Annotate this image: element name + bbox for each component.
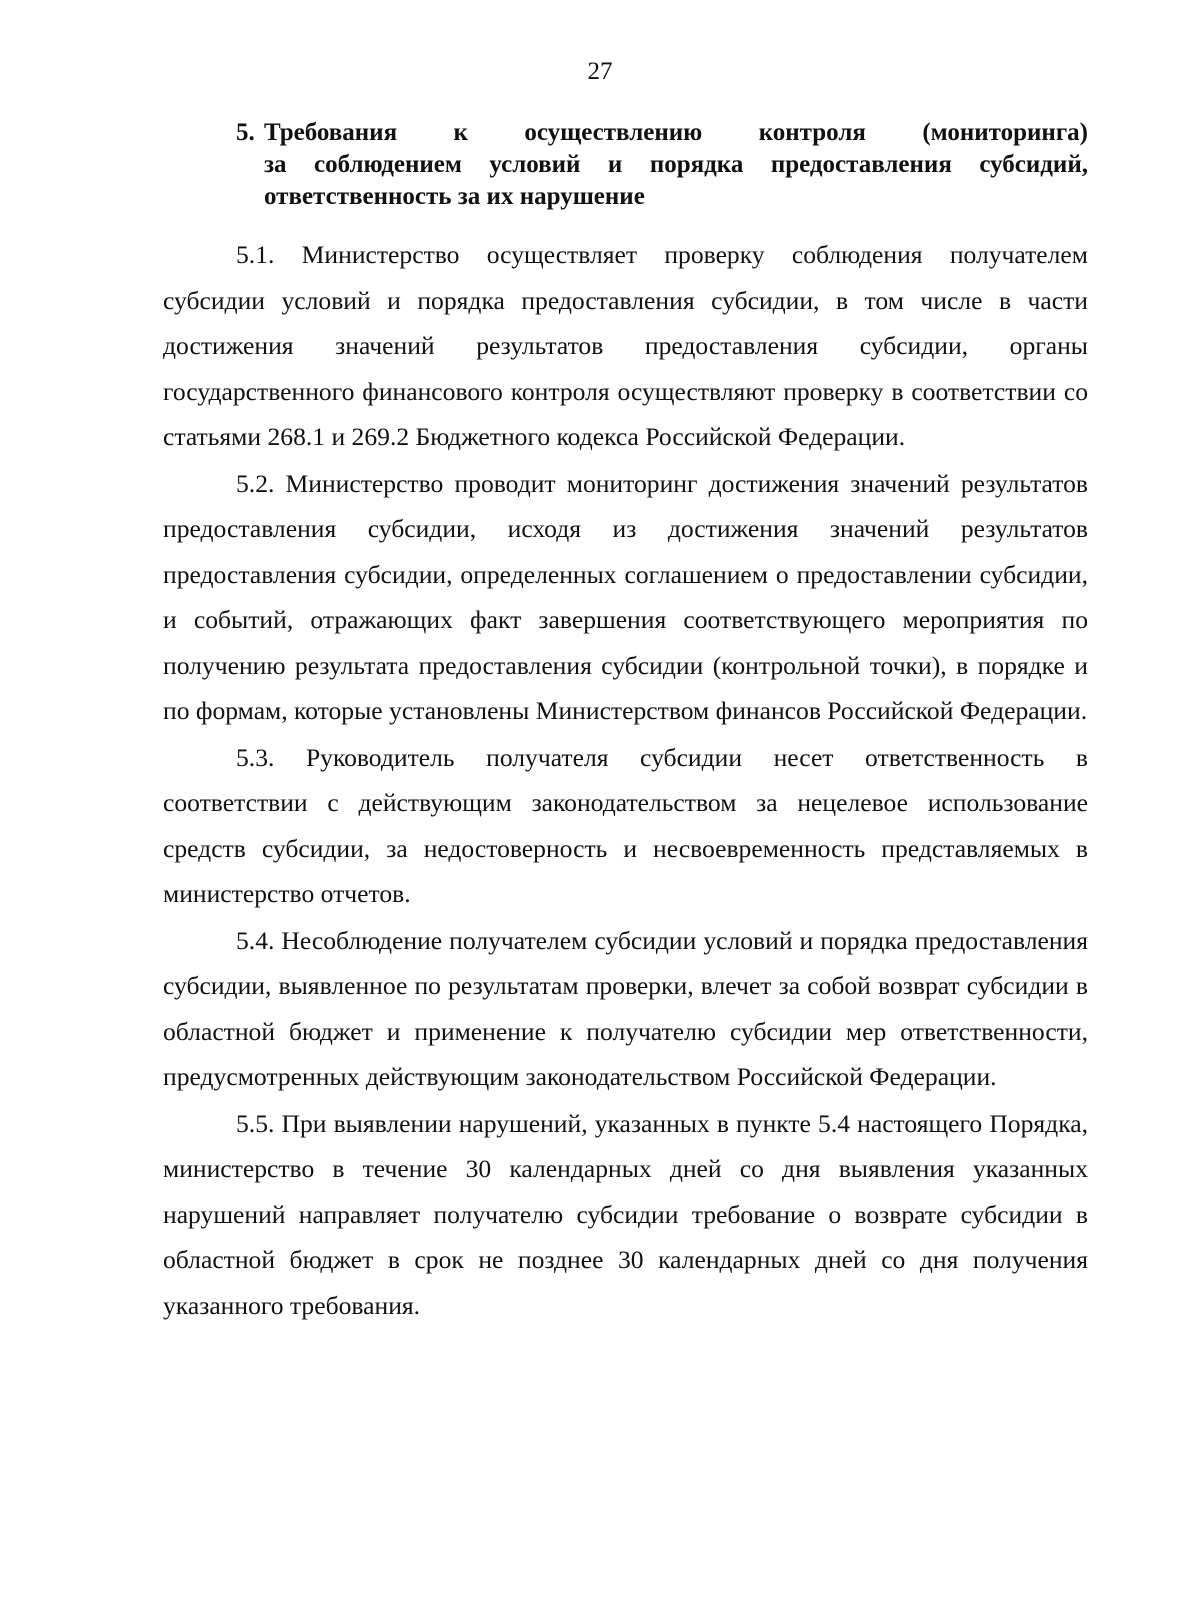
section-title [264, 117, 1088, 213]
section-title-line-1: Требования к осуществлению контроля (мониторинга) [264, 119, 1088, 146]
paragraph-5-3: 5.3. Руководитель получателя субсидии несет ответственность в соответствии с действующим законодательством за нецелевое использование средств субсидии, за недостоверность и несвоевременность представляемых в министерство отчетов. [163, 742, 1088, 908]
section-title-rest: за соблюдением условий и порядка предоставления субсидий, ответственность за их нарушение [264, 151, 1088, 210]
section-number: 5. [236, 119, 255, 146]
paragraph-5-2: 5.2. Министерство проводит мониторинг достижения значений результатов предоставления субсидии, исходя из достижения значений результатов предоставления субсидии, определенных соглашением о предоставлении субсидии, и событий, отражающих факт завершения соответствующего мероприятия по получению результата предоставления субсидии (контрольной точки), в порядке и по формам, которые установлены Министерством финансов Российской Федерации. [163, 468, 1088, 725]
paragraph-5-4: 5.4. Несоблюдение получателем субсидии условий и порядка предоставления субсидии, выявленное по результатам проверки, влечет за собой возврат субсидии в областной бюджет и применение к получателю субсидии мер ответственности, предусмотренных действующим законодательством Российской Федерации. [163, 925, 1088, 1091]
page-number: 27 [587, 58, 613, 85]
paragraph-5-5: 5.5. При выявлении нарушений, указанных в пункте 5.4 настоящего Порядка, министерство в течение 30 календарных дней со дня выявления указанных нарушений направляет получателю субсидии требование о возврате субсидии в областной бюджет в срок не позднее 30 календарных дней со дня получения указанного требования. [163, 1108, 1088, 1320]
paragraph-5-1: 5.1. Министерство осуществляет проверку соблюдения получателем субсидии условий и порядка предоставления субсидии, в том числе в части достижения значений результатов предоставления субсидии, органы государственного финансового контроля осуществляют проверку в соответствии со статьями 268.1 и 269.2 Бюджетного кодекса Российской Федерации. [163, 240, 1088, 451]
body-text [163, 232, 1088, 1328]
section-heading [236, 117, 1088, 213]
